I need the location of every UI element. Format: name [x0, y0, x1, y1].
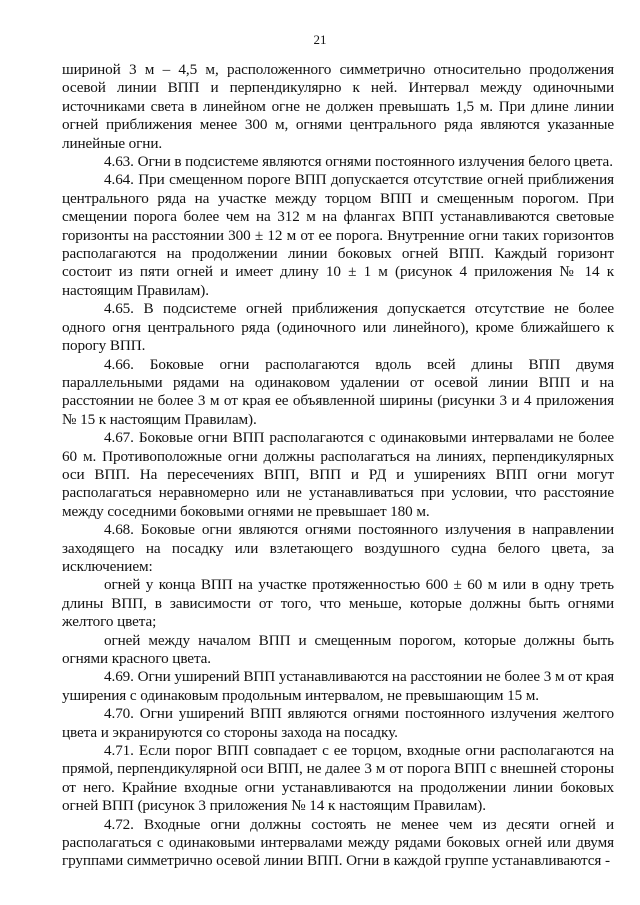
paragraph: 4.66. Боковые огни располагаются вдоль всей длины ВПП двумя параллельными рядами на одинаковом удалении от осевой линии ВПП и на расстоянии не более 3 м от края ее объявленной ширины (рисунки 3 и 4 приложения № 15 к настоящим Правилам). [62, 355, 614, 428]
page-number: 21 [313, 32, 327, 47]
paragraph: 4.68. Боковые огни являются огнями постоянного излучения в направлении заходящего на посадку или взлетающего воздушного судна белого цвета, за исключением: [62, 521, 614, 575]
paragraph: огней между началом ВПП и смещенным порогом, которые должны быть огнями красного цвета. [62, 631, 614, 667]
paragraph: 4.72. Входные огни должны состоять не менее чем из десяти огней и располагаться с одинаковыми интервалами между рядами боковых огней или двумя группами симметрично осевой линии ВПП. Огни в каждой группе устанавливаются - [62, 815, 614, 870]
paragraph: 4.70. Огни уширений ВПП являются огнями постоянного излучения желтого цвета и экранируются со стороны захода на посадку. [62, 705, 614, 741]
paragraph: 4.67. Боковые огни ВПП располагаются с одинаковыми интервалами не более 60 м. Противоположные огни должны располагаться на линиях, перпендикулярных оси ВПП. На пересечениях ВПП, ВПП и РД и уширениях ВПП огни могут располагаться неравномерно или не устанавливаться при условии, что расстояние между соседними боковыми огнями не превышает 180 м. [62, 429, 614, 520]
paragraph: 4.69. Огни уширений ВПП устанавливаются на расстоянии не более 3 м от края уширения с одинаковым продольным интервалом, не превышающим 15 м. [62, 668, 614, 704]
paragraph: шириной 3 м – 4,5 м, расположенного симметрично относительно продолжения осевой линии ВПП и перпендикулярно к ней. Интервал между одиночными источниками света в линейном огне не должен превышать 1,5 м. При длине линии огней приближения менее 300 м, огнями центрального ряда являются указанные линейные огни. [62, 61, 614, 152]
paragraph: огней у конца ВПП на участке протяженностью 600 ± 60 м или в одну треть длины ВПП, в зависимости от того, что меньше, которые должны быть огнями желтого цвета; [62, 576, 614, 631]
paragraph: 4.63. Огни в подсистеме являются огнями постоянного излучения белого цвета. [104, 153, 613, 171]
paragraph: 4.65. В подсистеме огней приближения допускается отсутствие не более одного огня центрального ряда (одиночного или линейного), кроме ближайшего к порогу ВПП. [62, 300, 614, 355]
paragraph: 4.64. При смещенном пороге ВПП допускается отсутствие огней приближения центрального ряда на участке между торцом ВПП и смещенным порогом. При смещении порога более чем на 312 м на флангах ВПП устанавливаются световые горизонты на расстоянии 300 ± 12 м от ее порога. Внутренние огни таких горизонтов располагаются на продолжении линии боковых огней ВПП. Каждый горизонт состоит из пяти огней и имеет длину 10 ± 1 м (рисунок 4 приложения № 14 к настоящим Правилам). [62, 171, 614, 299]
paragraph: 4.71. Если порог ВПП совпадает с ее торцом, входные огни располагаются на прямой, перпендикулярной оси ВПП, не далее 3 м от порога ВПП с внешней стороны от него. Крайние входные огни устанавливаются на продолжении линии боковых огней ВПП (рисунок 3 приложения № 14 к настоящим Правилам). [62, 742, 614, 815]
document-body [62, 61, 614, 871]
